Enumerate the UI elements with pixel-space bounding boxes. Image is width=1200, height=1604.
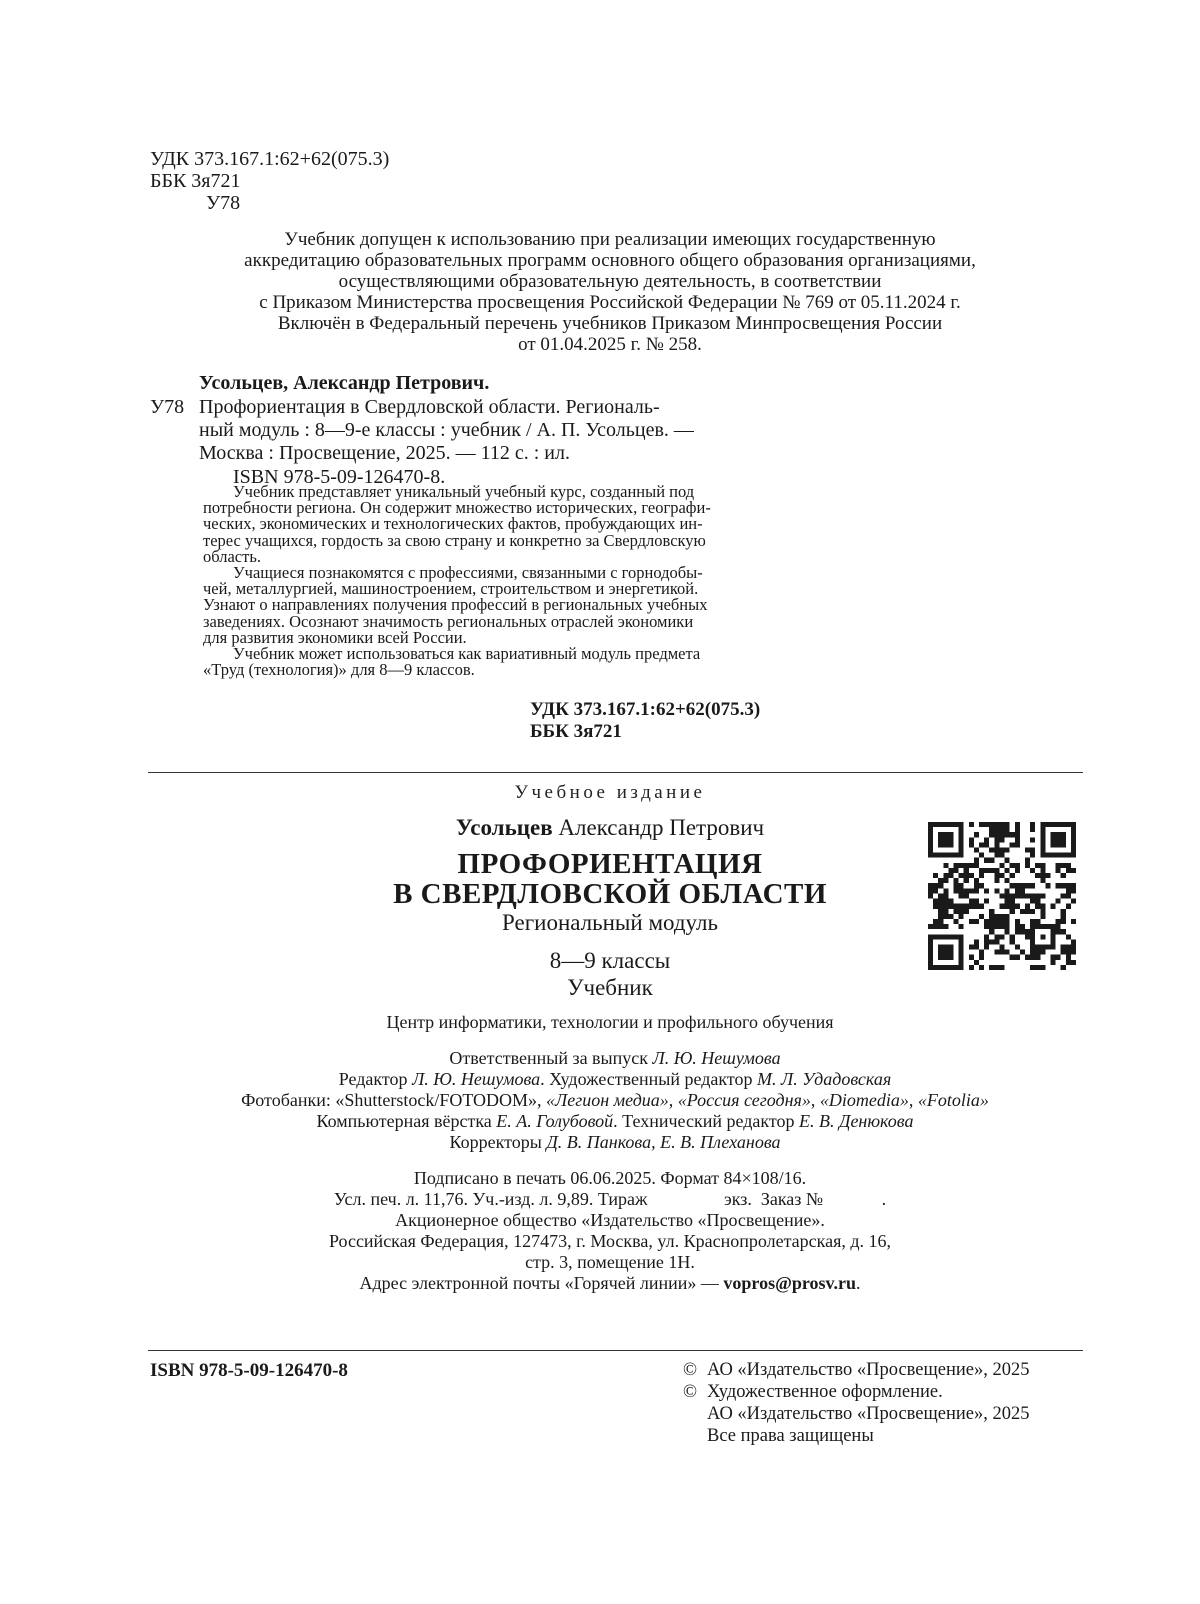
- copyright-text: Художественное оформление.: [707, 1382, 943, 1402]
- credit-label: Ответственный за выпуск: [449, 1048, 653, 1068]
- copyright-line: [683, 1382, 1030, 1404]
- credit-label: Фотобанки: «Shutterstock/FOTODOM»,: [241, 1090, 547, 1110]
- imprint-line: [150, 1273, 1070, 1294]
- imprint-line: стр. 3, помещение 1Н.: [525, 1252, 695, 1272]
- biblio-line: Профориентация в Свердловской области. Региональ-: [199, 396, 660, 418]
- approval-line: аккредитацию образовательных программ основного общего образования организациями,: [244, 250, 976, 271]
- copyright-block: [683, 1360, 1030, 1448]
- publishing-center: Центр информатики, технологии и профильного обучения: [386, 1012, 834, 1032]
- annotation-line: Учебник может использоваться как вариативный модуль предмета: [233, 643, 701, 663]
- credit-label: Редактор: [338, 1069, 413, 1089]
- record-bbk: ББК 3я721: [530, 721, 622, 742]
- imprint-line: Подписано в печать 06.06.2025. Формат 84×108/16.: [413, 1168, 807, 1188]
- edition-type: Учебное издание: [514, 782, 706, 803]
- annotation-line: терес учащихся, гордость за свою страну и конкретно за Свердловскую: [203, 530, 706, 550]
- credit-photobanks: Фотобанки: «Shutterstock/FOTODOM», «Легион медиа», «Россия сегодня», «Diomedia», «Fotolia»: [241, 1090, 989, 1110]
- credit-label: Корректоры: [449, 1132, 547, 1152]
- annotation-line: чей, металлургией, машиностроением, строительством и энергетикой.: [203, 579, 699, 599]
- imprint-line: Российская Федерация, 127473, г. Москва, ул. Краснопролетарская, д. 16,: [328, 1231, 892, 1251]
- biblio-author: Усольцев, Александр Петрович.: [199, 372, 490, 394]
- annotation-line: Учебник представляет уникальный учебный курс, созданный под: [233, 482, 695, 501]
- record-udk: УДК 373.167.1:62+62(075.3): [530, 699, 761, 720]
- annotation-line: потребности региона. Он содержит множество исторических, географи-: [203, 498, 711, 518]
- annotation: [203, 484, 803, 678]
- imprint-line: Акционерное общество «Издательство «Просвещение».: [395, 1210, 825, 1230]
- bbk-code: ББК 3я721: [150, 170, 241, 192]
- credit-proofreaders: [150, 1132, 1080, 1153]
- approval-line: с Приказом Министерства просвещения Российской Федерации № 769 от 05.11.2024 г.: [259, 292, 961, 313]
- credit-responsible: [150, 1048, 1080, 1069]
- author-surname: Усольцев: [455, 815, 553, 840]
- email-label: Адрес электронной почты «Горячей линии» —: [359, 1273, 724, 1293]
- udk-header: [150, 148, 389, 214]
- credit-name: Д. В. Панкова, Е. В. Плеханова: [546, 1132, 781, 1152]
- credit-name: М. Л. Удадовская: [757, 1069, 892, 1089]
- credit-label: . Технический редактор: [613, 1111, 799, 1131]
- annotation-line: ческих, экономических и технологических фактов, пробуждающих ин-: [203, 514, 703, 534]
- qr-code-icon: [928, 822, 1076, 970]
- copyright-text: АО «Издательство «Просвещение», 2025: [707, 1360, 1030, 1380]
- biblio-line: ный модуль : 8—9-е классы : учебник / А. П. Усольцев. —: [199, 419, 694, 441]
- annotation-line: заведениях. Осознают значимость региональных отраслей экономики: [203, 611, 694, 631]
- credit-editors: [150, 1069, 1080, 1090]
- annotation-line: Учащиеся познакомятся с профессиями, связанными с горнодобы-: [233, 562, 703, 582]
- punctuation: .: [856, 1273, 861, 1293]
- author-given-name: Александр Петрович: [552, 815, 765, 840]
- annotation-line: «Труд (технология)» для 8—9 классов.: [203, 660, 475, 680]
- credit-label: Компьютерная вёрстка: [316, 1111, 497, 1131]
- approval-line: Учебник допущен к использованию при реализации имеющих государственную: [284, 229, 936, 250]
- photobank-name: «Россия сегодня»: [677, 1090, 811, 1110]
- annotation-line: Узнают о направлениях получения профессий в региональных учебных: [203, 595, 708, 615]
- book-grades: 8—9 классы: [549, 948, 671, 973]
- credit-name: Л. Ю. Нешумова: [652, 1048, 781, 1068]
- credit-name: Е. В. Денюкова: [799, 1111, 914, 1131]
- biblio-isbn: ISBN 978-5-09-126470-8.: [233, 466, 446, 488]
- photobank-name: «Diomedia»: [819, 1090, 909, 1110]
- rights-reserved: Все права защищены: [707, 1426, 874, 1446]
- approval-line: от 01.04.2025 г. № 258.: [518, 334, 702, 355]
- approval-line: Включён в Федеральный перечень учебников Приказом Минпросвещения России: [277, 313, 943, 334]
- biblio-line: Москва : Просвещение, 2025. — 112 с. : ил.: [199, 442, 570, 464]
- biblio-description: [199, 396, 694, 465]
- imprint-line: Усл. печ. л. 11,76. Уч.-изд. л. 9,89. Тираж экз. Заказ № .: [333, 1189, 887, 1209]
- divider-bottom: [148, 1350, 1083, 1351]
- annotation-line: область.: [203, 546, 261, 566]
- credit-layout: [150, 1111, 1080, 1132]
- approval-line: осуществляющими образовательную деятельность, в соответствии: [338, 271, 882, 292]
- isbn: ISBN 978-5-09-126470-8: [150, 1360, 348, 1381]
- udk-code: УДК 373.167.1:62+62(075.3): [150, 148, 390, 170]
- divider-top: [148, 772, 1083, 773]
- book-subtitle: Региональный модуль: [502, 910, 718, 935]
- biblio-author-mark: У78: [150, 396, 185, 418]
- credit-name: Е. А. Голубовой: [496, 1111, 614, 1131]
- record-codes: [530, 700, 760, 744]
- credits: [150, 1048, 1080, 1153]
- copyright-line: АО «Издательство «Просвещение», 2025: [707, 1404, 1030, 1424]
- imprint: [150, 1168, 1070, 1294]
- photobank-name: «Fotolia»: [917, 1090, 989, 1110]
- author-mark: У78: [206, 192, 241, 214]
- credit-name: Л. Ю. Нешумова: [412, 1069, 541, 1089]
- book-title-line-1: ПРОФОРИЕНТАЦИЯ: [457, 848, 763, 880]
- copyright-icon: ©: [683, 1382, 698, 1402]
- credit-label: . Художественный редактор: [540, 1069, 758, 1089]
- annotation-line: для развития экономики всей России.: [203, 627, 467, 647]
- hotline-email: vopros@prosv.ru: [723, 1273, 857, 1293]
- copyright-line: [683, 1360, 1030, 1382]
- book-title-line-2: В СВЕРДЛОВСКОЙ ОБЛАСТИ: [393, 878, 827, 910]
- copyright-icon: ©: [683, 1360, 698, 1380]
- approval-statement: [150, 230, 1070, 356]
- photobank-name: «Легион медиа»: [546, 1090, 669, 1110]
- book-kind: Учебник: [567, 975, 653, 1000]
